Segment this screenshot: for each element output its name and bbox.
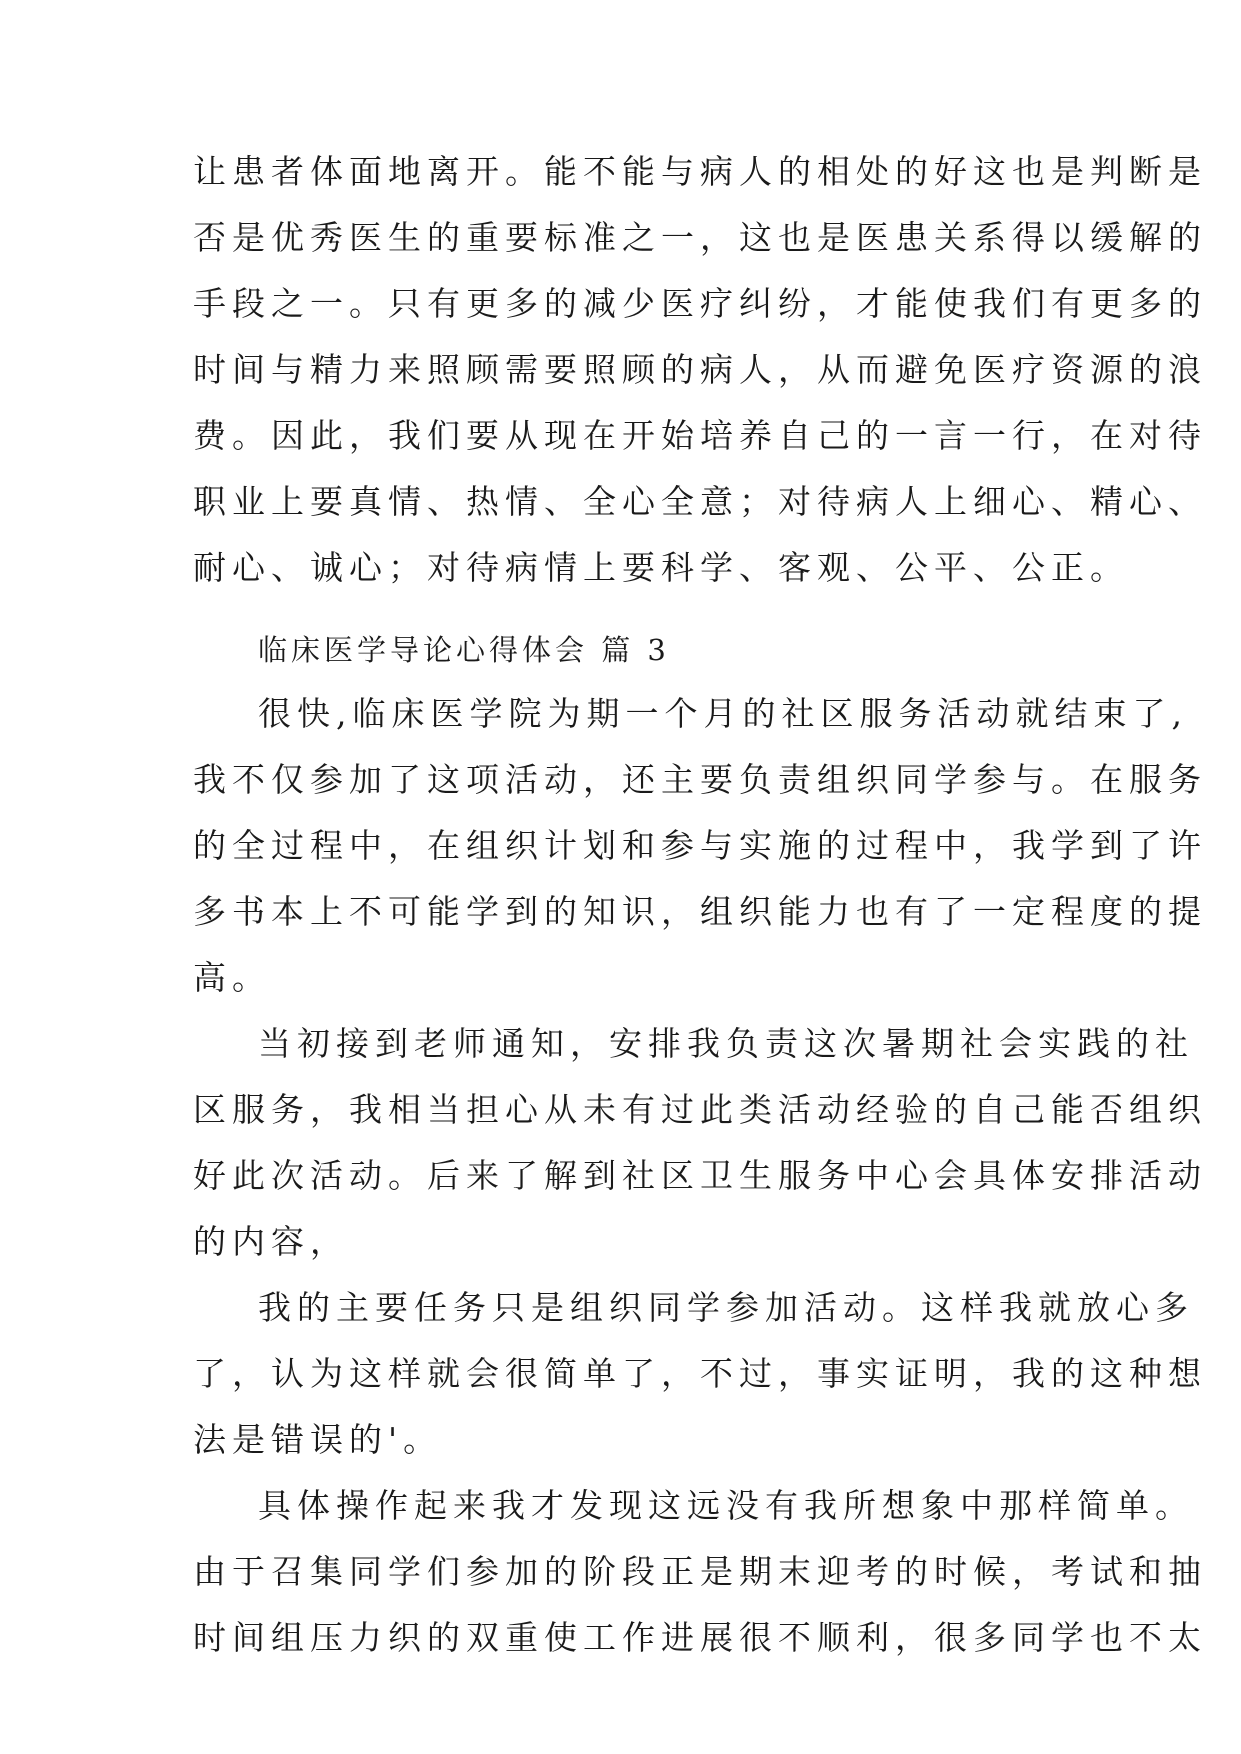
text-line: 好此次活动。后来了解到社区卫生服务中心会具体安排活动 xyxy=(193,1156,1207,1195)
text-line: 职业上要真情、热情、全心全意；对待病人上细心、精心、 xyxy=(193,482,1207,521)
text-line: 我不仅参加了这项活动，还主要负责组织同学参与。在服务 xyxy=(193,760,1207,799)
text-line: 区服务，我相当担心从未有过此类活动经验的自己能否组织 xyxy=(193,1090,1207,1129)
text-line: 时间与精力来照顾需要照顾的病人，从而避免医疗资源的浪 xyxy=(193,350,1207,389)
text-line: 法是错误的'。 xyxy=(193,1420,443,1459)
text-line: 耐心、诚心；对待病情上要科学、客观、公平、公正。 xyxy=(193,548,1129,587)
text-line: 的内容， xyxy=(193,1222,349,1261)
text-line: 由于召集同学们参加的阶段正是期末迎考的时候，考试和抽 xyxy=(193,1552,1207,1591)
text-line: 手段之一。只有更多的减少医疗纠纷，才能使我们有更多的 xyxy=(193,284,1207,323)
text-line: 费。因此，我们要从现在开始培养自己的一言一行，在对待 xyxy=(193,416,1207,455)
text-line: 的全过程中，在组织计划和参与实施的过程中，我学到了许 xyxy=(193,826,1207,865)
text-line: 了，认为这样就会很简单了，不过，事实证明，我的这种想 xyxy=(193,1354,1207,1393)
text-line: 具体操作起来我才发现这远没有我所想象中那样简单。 xyxy=(258,1486,1194,1525)
text-line: 多书本上不可能学到的知识，组织能力也有了一定程度的提 xyxy=(193,892,1207,931)
text-line: 我的主要任务只是组织同学参加活动。这样我就放心多 xyxy=(258,1288,1194,1327)
text-line: 高。 xyxy=(193,958,271,997)
text-line: 否是优秀医生的重要标准之一，这也是医患关系得以缓解的 xyxy=(193,218,1207,257)
text-line: 当初接到老师通知，安排我负责这次暑期社会实践的社 xyxy=(258,1024,1194,1063)
text-line: 时间组压力织的双重使工作进展很不顺利，很多同学也不太 xyxy=(193,1618,1207,1657)
text-line: 很快,临床医学院为期一个月的社区服务活动就结束了, xyxy=(258,694,1188,733)
text-line: 让患者体面地离开。能不能与病人的相处的好这也是判断是 xyxy=(193,152,1207,191)
section-title: 临床医学导论心得体会 篇 3 xyxy=(258,633,670,667)
